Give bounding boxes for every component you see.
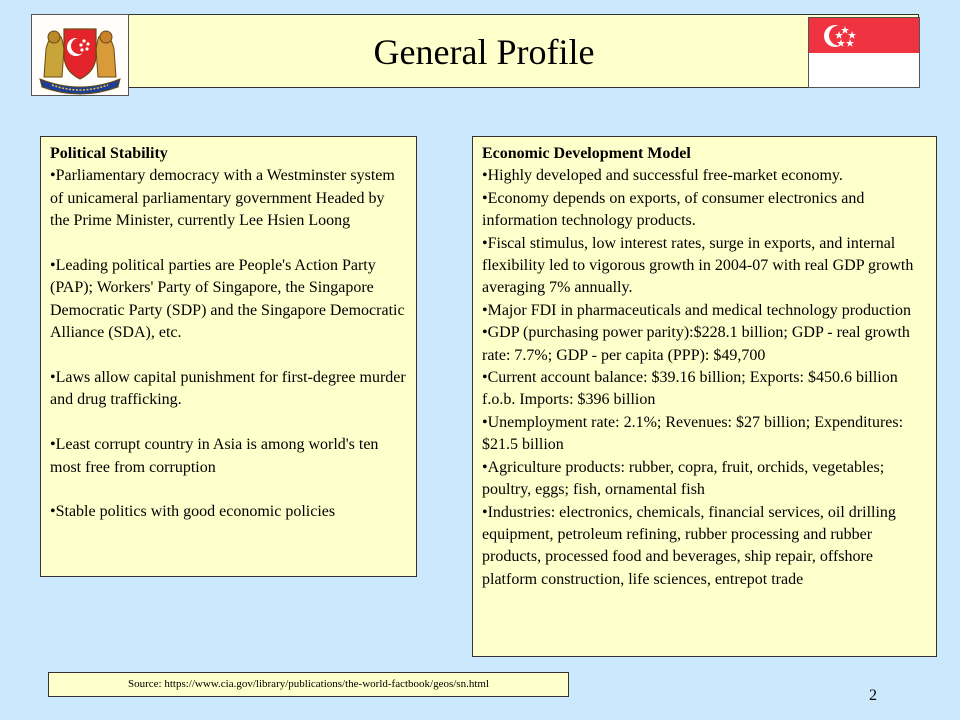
economic-item: •Current account balance: $39.16 billion; Exports: $450.6 billion f.o.b. Imports: $396 billion (482, 369, 898, 409)
economic-item: •GDP (purchasing power parity):$228.1 billion; GDP - real growth rate: 7.7%; GDP - per capita (PPP): $49,700 (482, 324, 910, 364)
political-item: •Laws allow capital punishment for first-degree murder and drug trafficking. (50, 369, 406, 409)
political-stability-heading: Political Stability (50, 145, 168, 162)
source-citation: Source: https://www.cia.gov/library/publications/the-world-factbook/geos/sn.html (48, 672, 569, 697)
economic-item: •Economy depends on exports, of consumer electronics and information technology products. (482, 189, 865, 230)
political-item: •Parliamentary democracy with a Westminster system of unicameral parliamentary government Headed by the Prime Minister, currently Lee Hsien Loong (50, 167, 395, 230)
page-number: 2 (869, 687, 877, 704)
coat-of-arms-icon (31, 14, 129, 96)
page-title: General Profile (373, 32, 595, 72)
title-bar (31, 14, 919, 88)
economic-development-panel (472, 136, 937, 657)
economic-item: •Highly developed and successful free-market economy. (482, 167, 843, 185)
economic-item: •Major FDI in pharmaceuticals and medical technology production (482, 301, 912, 319)
political-item: •Stable politics with good economic policies (50, 503, 336, 521)
economic-item: •Unemployment rate: 2.1%; Revenues: $27 billion; Expenditures: $21.5 billion (482, 413, 904, 454)
political-item: •Leading political parties are People's Action Party (PAP); Workers' Party of Singapore, the Singapore Democratic Party (SDP) and the Singapore Democratic Alliance (SDA), etc. (50, 257, 405, 342)
political-stability-panel (40, 136, 417, 577)
political-item: •Least corrupt country in Asia is among world's ten most free from corruption (50, 436, 379, 476)
economic-item: •Fiscal stimulus, low interest rates, surge in exports, and internal flexibility led to vigorous growth in 2004-07 with real GDP growth averaging 7% annually. (482, 234, 914, 297)
singapore-flag-icon (808, 17, 920, 88)
economic-development-heading: Economic Development Model (482, 145, 691, 162)
economic-item: •Agriculture products: rubber, copra, fruit, orchids, vegetables; poultry, eggs; fish, ornamental fish (482, 458, 885, 499)
economic-item: •Industries: electronics, chemicals, financial services, oil drilling equipment, petroleum refining, rubber processing and rubber products, processed food and beverages, ship repair, offshore platform construction, life sciences, entrepot trade (482, 503, 896, 588)
